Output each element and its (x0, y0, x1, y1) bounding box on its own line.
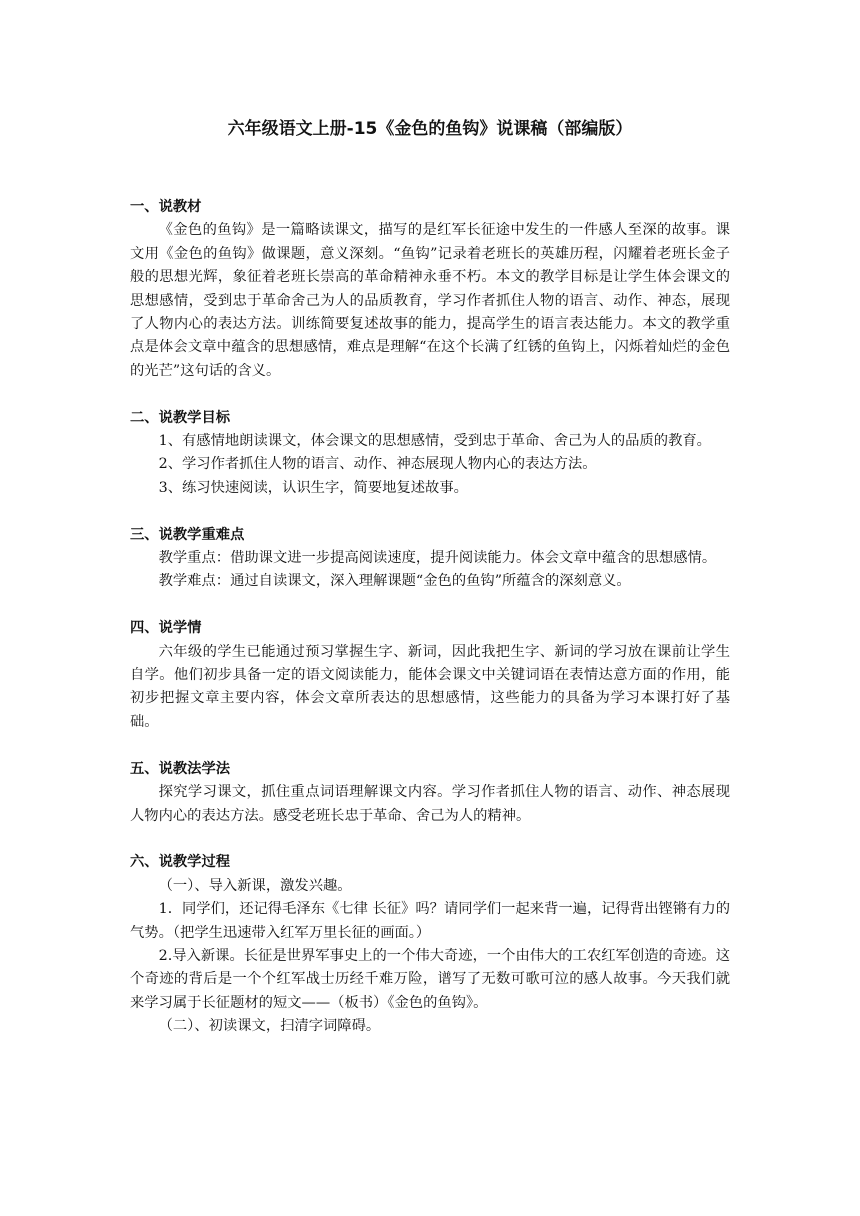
paragraph: 2、学习作者抓住人物的语言、动作、神态展现人物内心的表达方法。 (158, 456, 597, 473)
section-student-analysis (130, 617, 730, 734)
section-heading: 六、说教学过程 (130, 854, 231, 871)
paragraph: 3、练习快速阅读，认识生字，简要地复述故事。 (158, 479, 468, 496)
paragraph: 2.导入新课。长征是世界军事史上的一个伟大奇迹，一个由伟大的工农红军创造的奇迹。这个奇迹的背后是一个个红军战士历经千难万险，谱写了无数可歌可泣的感人故事。今天我们就来学习属于长征题材的短文——（板书）《金色的鱼钩》。 (130, 947, 730, 1011)
section-teaching-process (130, 851, 730, 1038)
section-heading: 三、说教学重难点 (130, 526, 245, 543)
section-heading: 二、说教学目标 (130, 409, 231, 426)
paragraph: 探究学习课文，抓住重点词语理解课文内容。学习作者抓住人物的语言、动作、神态展现人物内心的表达方法。感受老班长忠于革命、舍己为人的精神。 (130, 784, 730, 824)
paragraph: 教学重点：借助课文进一步提高阅读速度，提升阅读能力。体会文章中蕴含的思想感情。 (158, 550, 717, 567)
paragraph: （二）、初读课文，扫清字词障碍。 (158, 1018, 381, 1035)
paragraph: 教学难点：通过自读课文，深入理解课题“金色的鱼钩”所蕴含的深刻意义。 (158, 573, 631, 590)
paragraph: 六年级的学生已能通过预习掌握生字、新词，因此我把生字、新词的学习放在课前让学生自学。他们初步具备一定的语文阅读能力，能体会课文中关键词语在表情达意方面的作用，能初步把握文章主要内容，体会文章所表达的思想感情，这些能力的具备为学习本课打好了基础。 (130, 643, 730, 730)
paragraph: 《金色的鱼钩》是一篇略读课文，描写的是红军长征途中发生的一件感人至深的故事。课文用《金色的鱼钩》做课题，意义深刻。“鱼钩”记录着老班长的英雄历程，闪耀着老班长金子般的思想光辉，象征着老班长崇高的革命精神永垂不朽。本文的教学目标是让学生体会课文的思想感情，受到忠于革命舍己为人的品质教育，学习作者抓住人物的语言、动作、神态，展现了人物内心的表达方法。训练简要复述故事的能力，提高学生的语言表达能力。本文的教学重点是体会文章中蕴含的思想感情，难点是理解“在这个长满了红锈的鱼钩上，闪烁着灿烂的金色的光芒”这句话的含义。 (130, 222, 730, 379)
document-title: 六年级语文上册-15《金色的鱼钩》说课稿（部编版） (227, 119, 633, 139)
document-body (130, 196, 730, 1062)
section-teaching-material (130, 196, 730, 383)
section-methods (130, 758, 730, 828)
section-heading: 五、说教法学法 (130, 760, 231, 777)
section-teaching-goals (130, 407, 730, 501)
section-heading: 一、说教材 (130, 199, 202, 215)
paragraph: 1、有感情地朗读课文，体会课文的思想感情，受到忠于革命、舍己为人的品质的教育。 (158, 433, 711, 450)
paragraph: （一）、导入新课，激发兴趣。 (158, 877, 352, 894)
paragraph: 1．同学们，还记得毛泽东《七律 长征》吗？请同学们一起来背一遍，记得背出铿锵有力的气势。（把学生迅速带入红军万里长征的画面。） (130, 901, 730, 941)
section-key-points (130, 524, 730, 594)
section-heading: 四、说学情 (130, 620, 202, 637)
